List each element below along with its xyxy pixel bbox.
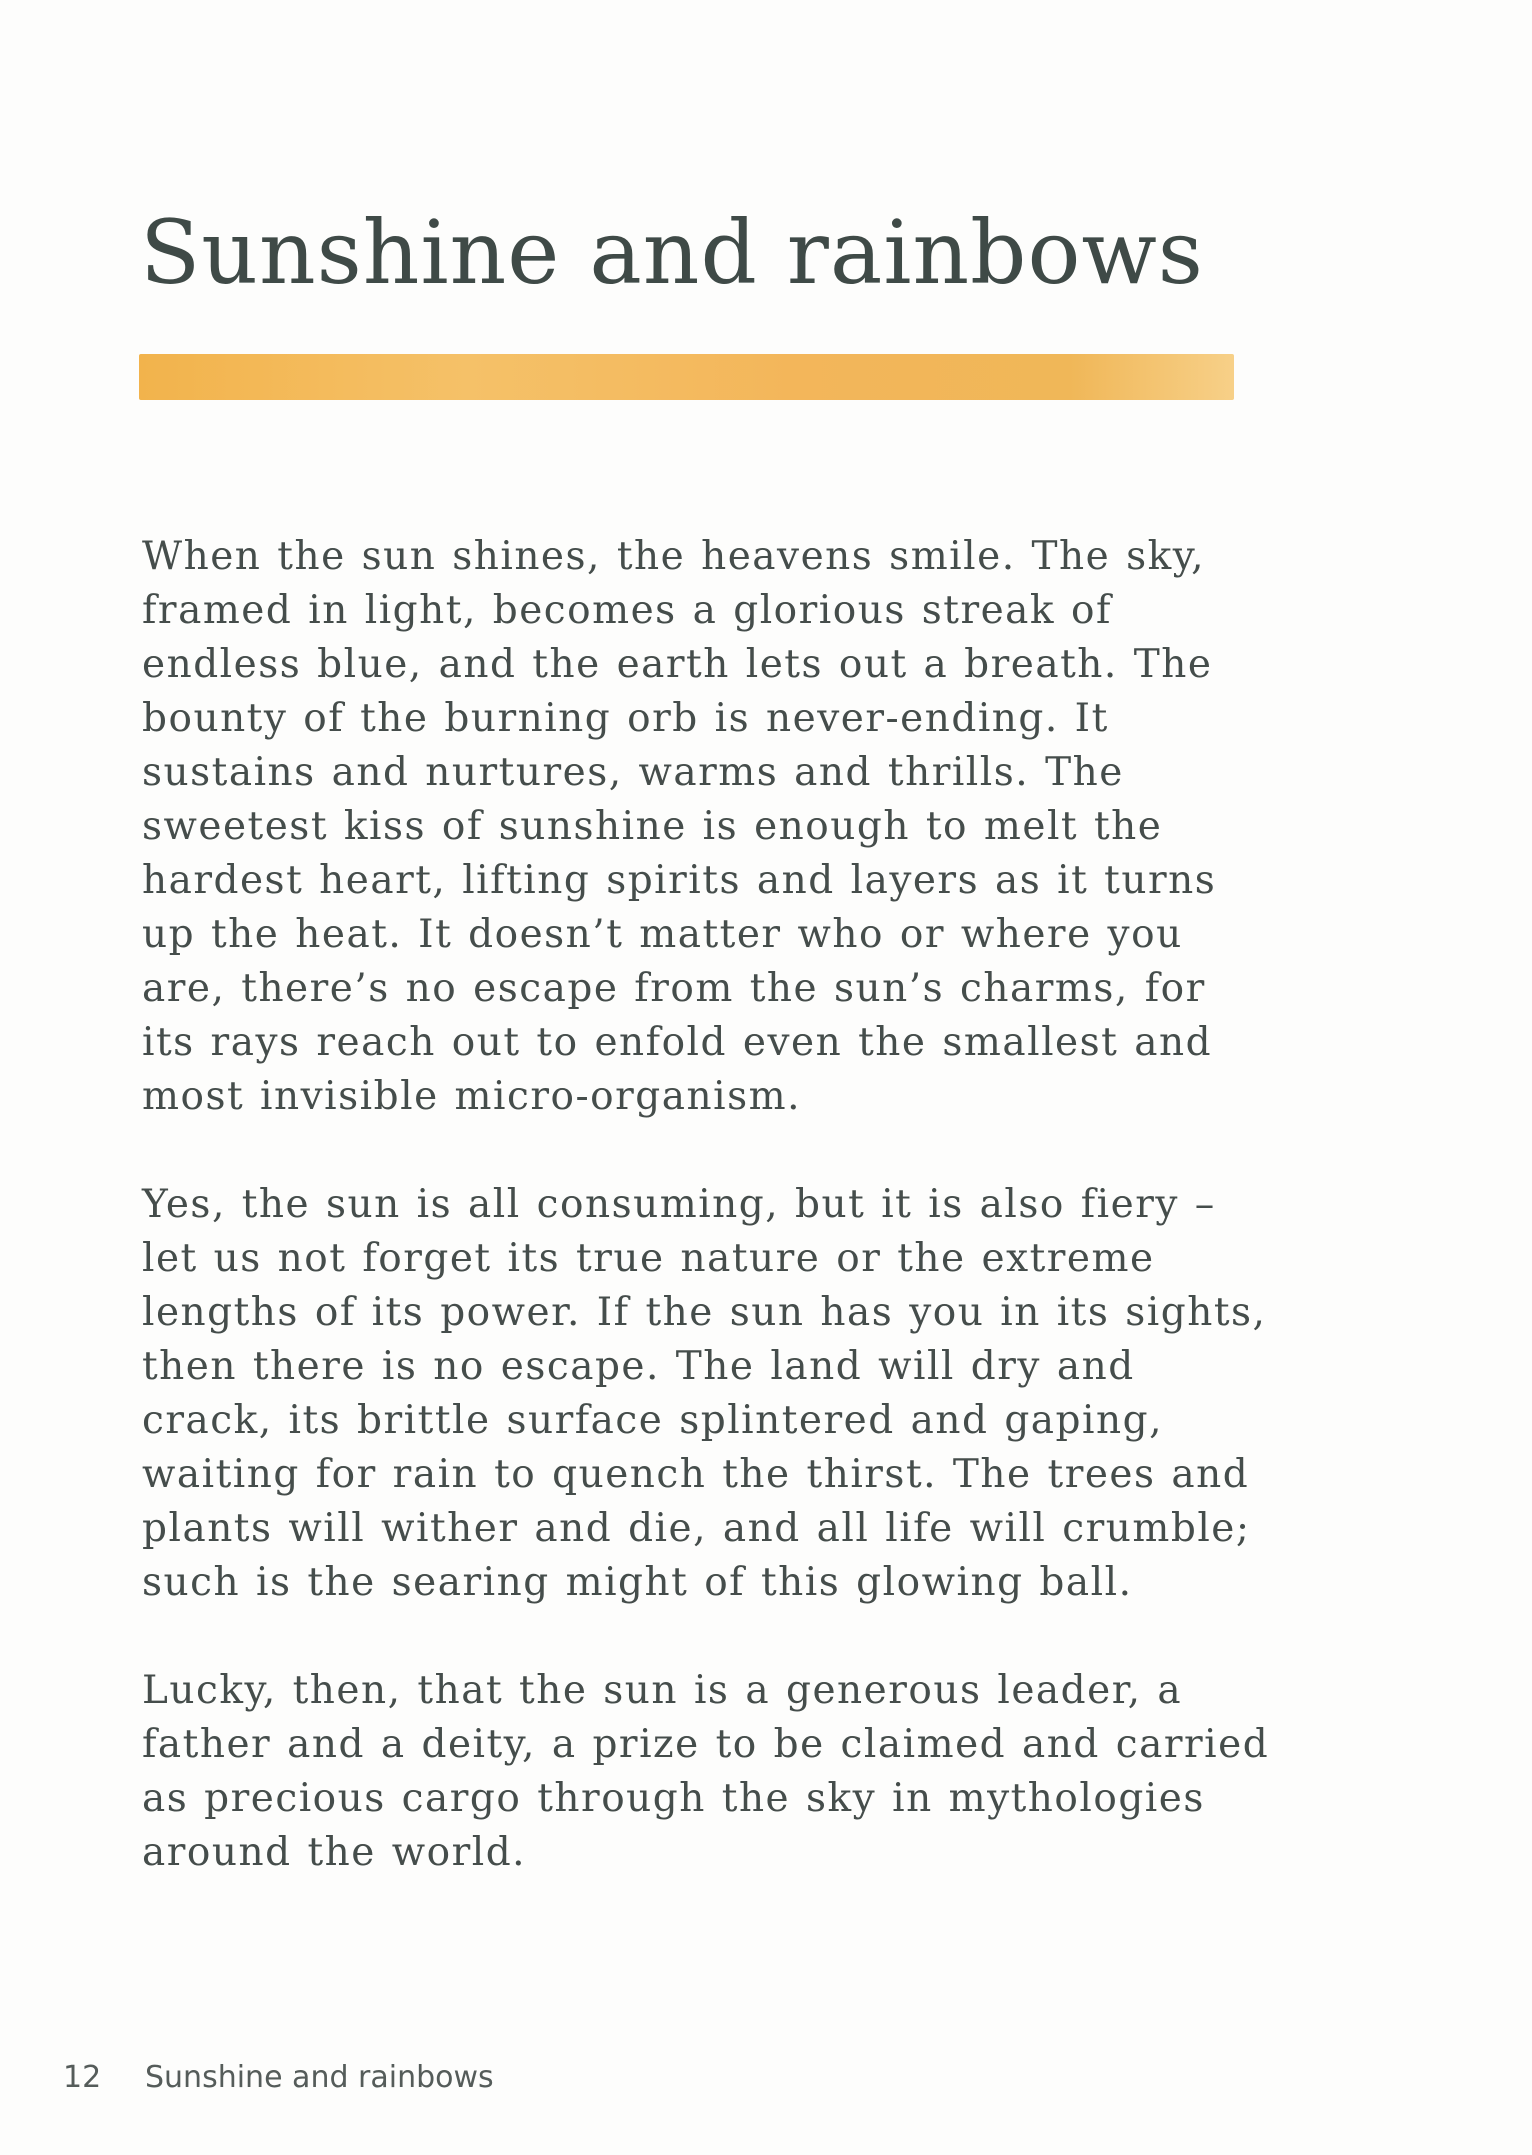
title-accent-bar [139, 354, 1234, 400]
paragraph-1: When the sun shines, the heavens smile. The sky, framed in light, becomes a glorious streak of endless blue, and the earth lets out a breath. The bounty of the burning orb is never-ending. It sustains and nurtures, warms and thrills. The sweetest kiss of sunshine is enough to melt the hardest heart, lifting spirits and layers as it turns up the heat. It doesn’t matter who or where you are, there’s no escape from the sun’s charms, for its rays reach out to enfold even the smallest and most invisible micro-organism. [142, 534, 1217, 1119]
page-title: Sunshine and rainbows [140, 201, 1204, 304]
page-footer [63, 2060, 494, 2095]
body-text [142, 530, 1272, 1934]
paragraph-3: Lucky, then, that the sun is a generous leader, a father and a deity, a prize to be claimed and carried as precious cargo through the sky in mythologies around the world. [142, 1668, 1270, 1875]
running-title: Sunshine and rainbows [145, 2060, 494, 2095]
paragraph-2: Yes, the sun is all consuming, but it is also fiery – let us not forget its true nature or the extreme lengths of its power. If the sun has you in its sights, then there is no escape. The land will dry and crack, its brittle surface splintered and gaping, waiting for rain to quench the thirst. The trees and plants will wither and die, and all life will crumble; such is the searing might of this glowing ball. [142, 1182, 1267, 1605]
page-number: 12 [63, 2060, 102, 2095]
